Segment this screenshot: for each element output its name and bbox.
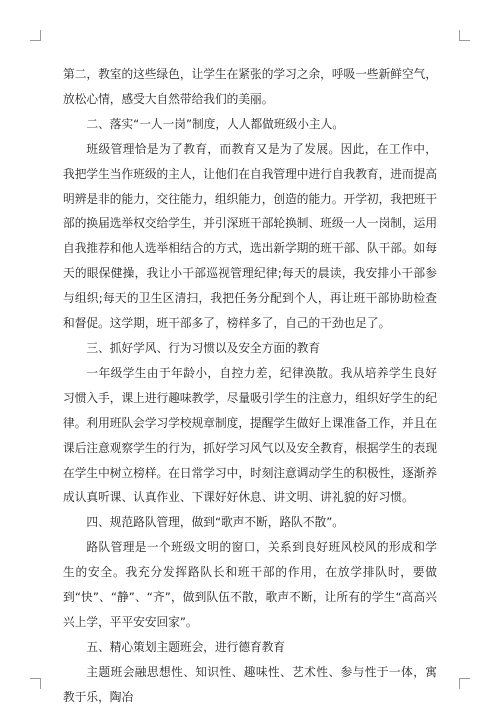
heading-study-habits-safety: 三、抓好学风、行为习惯以及安全方面的教育 (86, 340, 321, 355)
heading-one-person-one-post: 二、落实“一人一岗”制度，人人都做班级小主人。 (86, 116, 344, 131)
crop-mark-bottom-left (30, 678, 41, 689)
crop-mark-bottom-right (459, 678, 470, 689)
heading-theme-class-meeting: 五、精心策划主题班会，进行德育教育 (86, 639, 286, 654)
paragraph-queue-management: 路队管理是一个班级文明的窗口，关系到良好班风校风的形成和学生的安全。我充分发挥路队长和班干部的作用，在放学排队时，要做到“快”、“静”、“齐”，做到队伍不散，歌声不断，让所有的学生“高高兴兴上学，平平安安回家”。 (63, 540, 437, 629)
crop-mark-top-left (30, 30, 41, 41)
document-page (63, 62, 437, 710)
crop-mark-top-right (459, 30, 470, 41)
paragraph-class-management: 班级管理恰是为了教育，而教育又是为了发展。因此，在工作中，我把学生当作班级的主人，让他们在自我管理中进行自我教育，进而提高明辨是非的能力，交往能力，组织能力，创造的能力。开学初，我把班干部的换届选举权交给学生，并引深班干部轮换制、班级一人一岗制，运用自我推荐和他人选举相结合的方式，选出新学期的班干部、队干部。如每天的眼保健操，我让小干部巡视管理纪律;每天的晨读，我安排小干部参与组织;每天的卫生区清扫，我把任务分配到个人，再让班干部协助检查和督促。这学期，班干部多了，榜样多了，自己的干劲也足了。 (63, 141, 438, 331)
paragraph-green-classroom: 第二，教室的这些绿色，让学生在紧张的学习之余，呼吸一些新鲜空气，放松心情，感受大自然带给我们的美丽。 (63, 67, 438, 106)
paragraph-theme-class-meeting: 主题班会融思想性、知识性、趣味性、艺术性、参与性于一体，寓教于乐，陶冶 (63, 664, 437, 704)
heading-queue-management: 四、规范路队管理，做到“歌声不断，路队不散”。 (86, 515, 344, 530)
paragraph-first-grade-habits: 一年级学生由于年龄小，自控力差，纪律涣散。我从培养学生良好习惯入手，课上进行趣味教学，尽量吸引学生的注意力，组织好学生的纪律。利用班队会学习学校规章制度，提醒学生做好上课准备工作，并且在课后注意观察学生的行为，抓好学习风气以及安全教育，根据学生的表现在学生中树立榜样。在日常学习中，时刻注意调动学生的积极性，逐渐养成认真听课、认真作业、下课好好休息、讲文明、讲礼貌的好习惯。 (63, 365, 438, 505)
